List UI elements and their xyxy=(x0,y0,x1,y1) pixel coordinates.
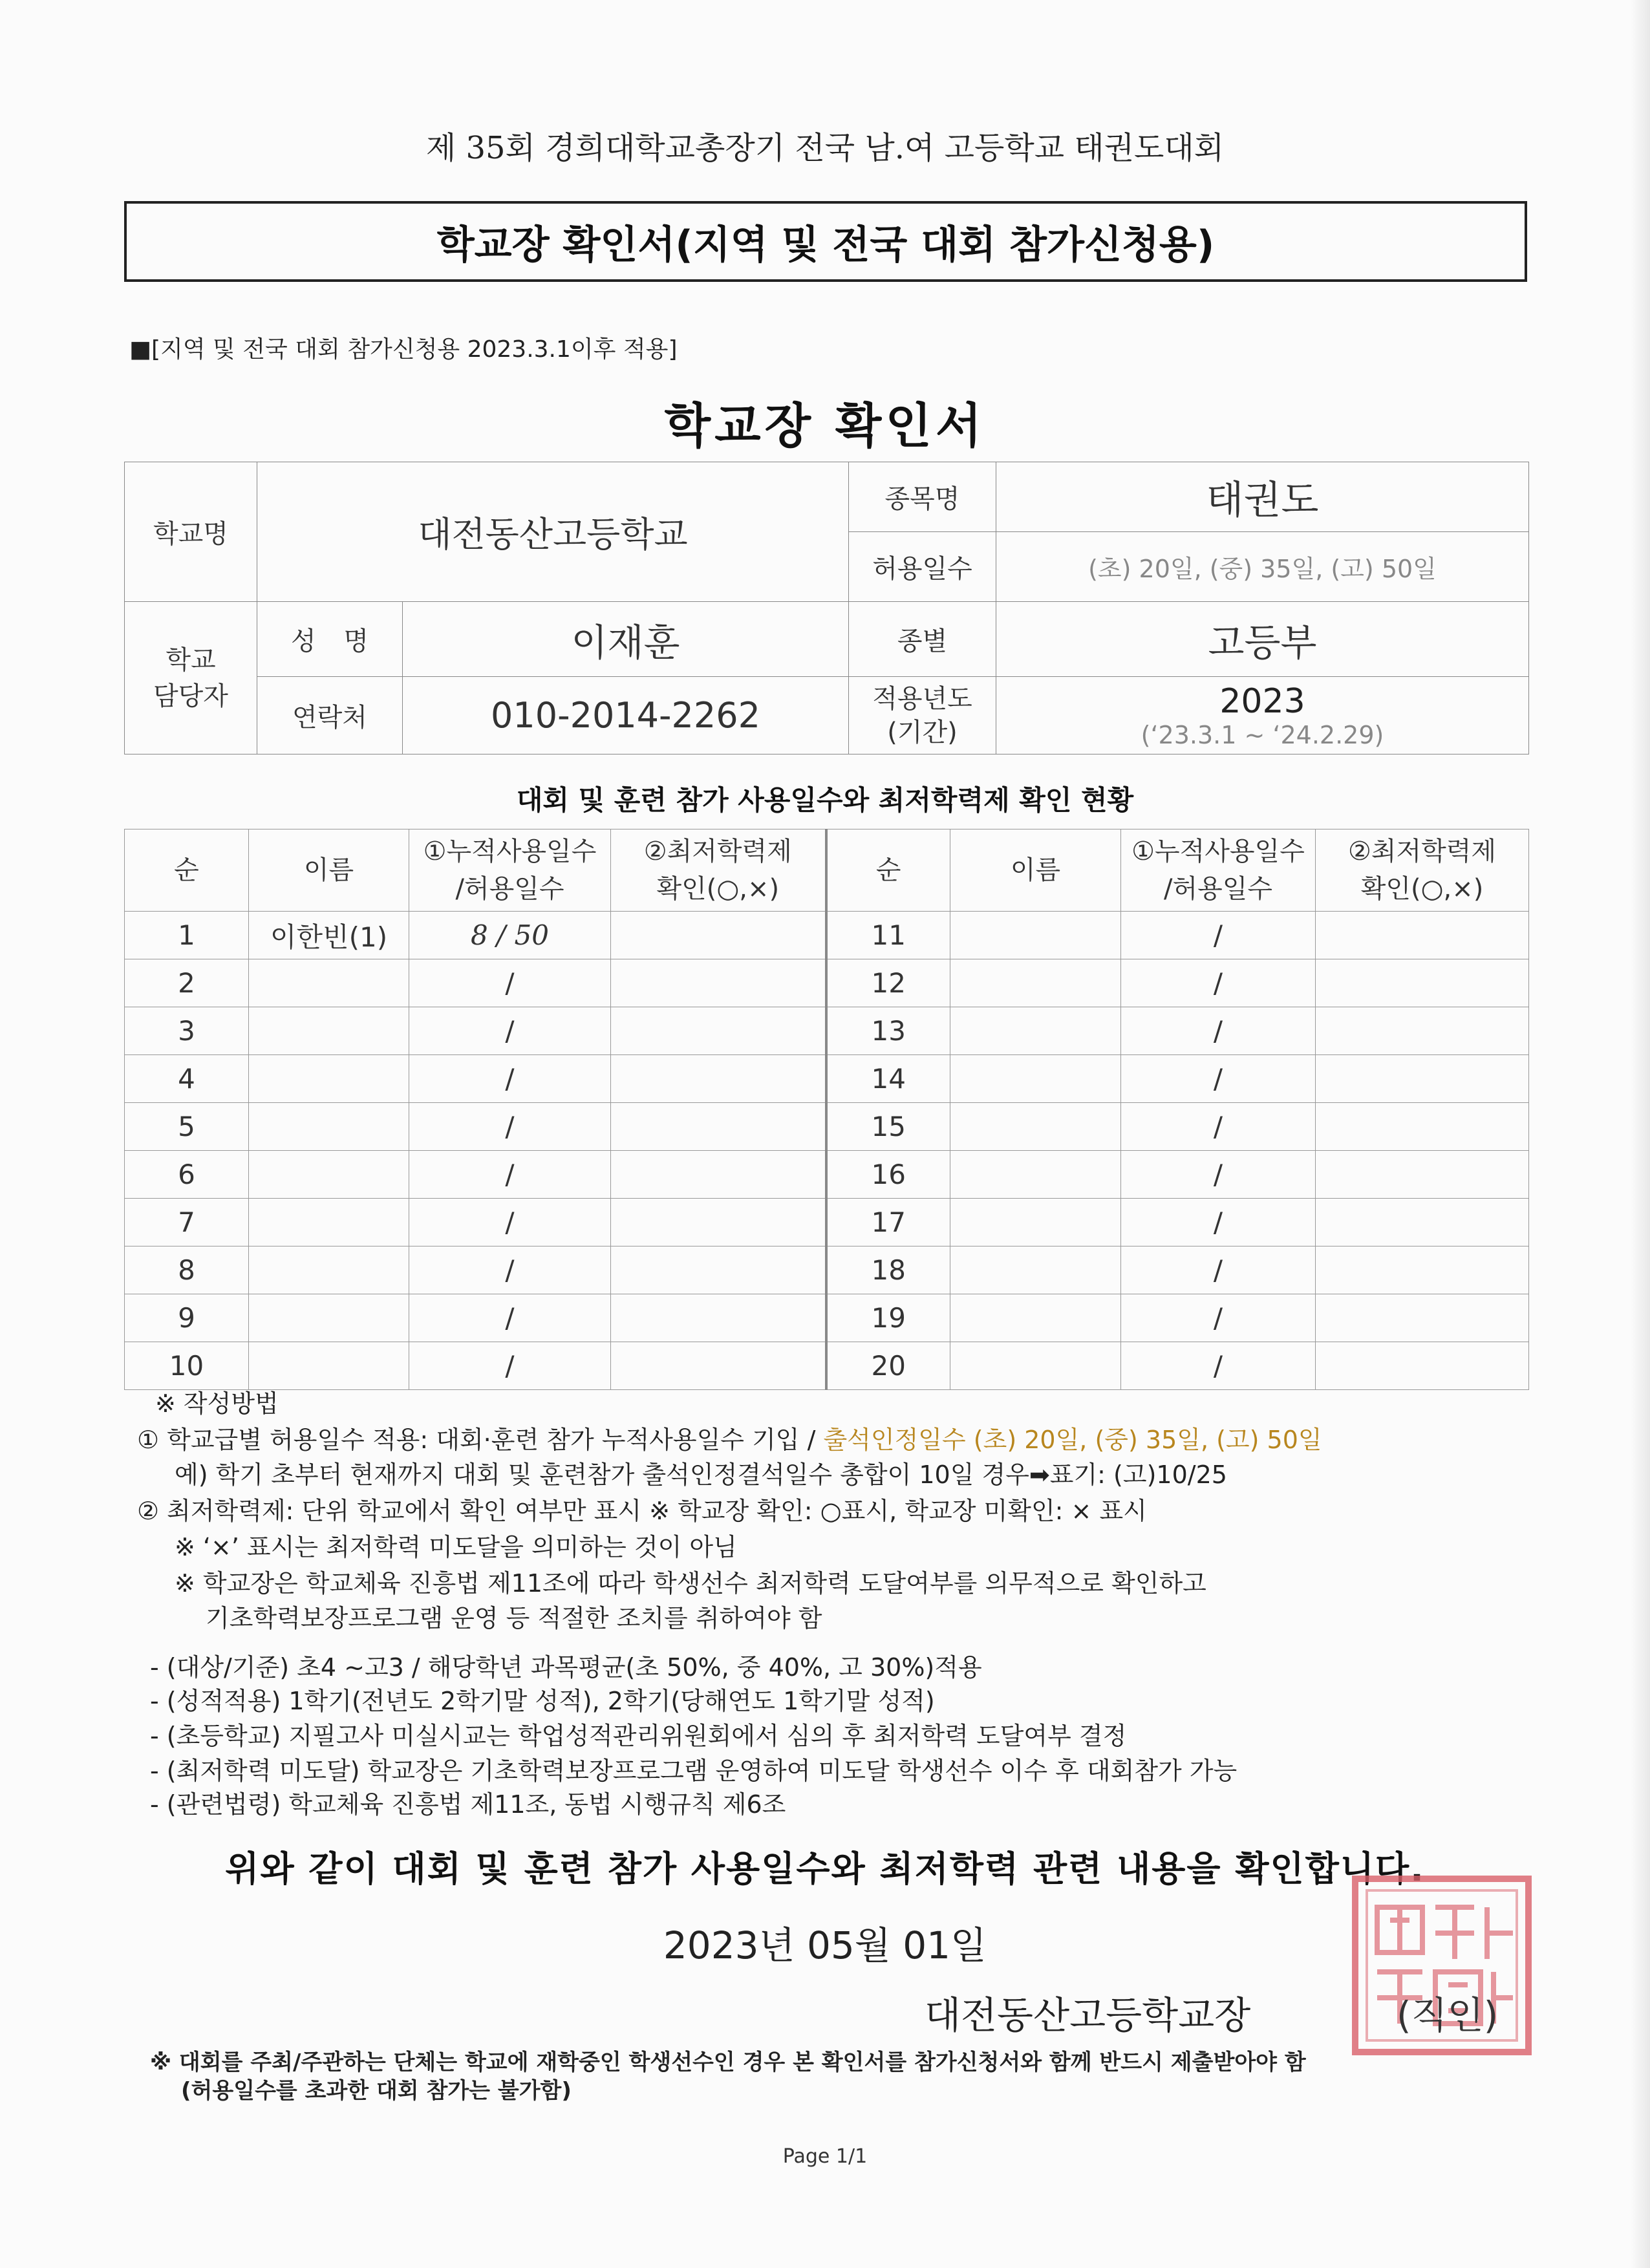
student-name-cell xyxy=(950,1294,1121,1342)
contact-label: 연락처 xyxy=(257,677,403,754)
attendance-days-text: 출석인정일수 (초) 20일, (중) 35일, (고) 50일 xyxy=(823,1426,1322,1454)
confirmation-statement: 위와 같이 대회 및 훈련 참가 사용일수와 최저학력 관련 내용을 확인합니다. xyxy=(225,1848,1425,1889)
instruction-line-1-text: ① 학교급별 허용일수 적용: 대회·훈련 참가 누적사용일수 기입 / xyxy=(137,1426,824,1454)
row-number-cell: 17 xyxy=(826,1199,950,1246)
student-name-cell xyxy=(950,1103,1121,1151)
row-number-cell: 16 xyxy=(826,1151,950,1199)
min-academic-check-cell xyxy=(611,1103,826,1151)
allowed-days-label: 허용일수 xyxy=(849,532,996,602)
name-value: 이재훈 xyxy=(403,602,849,677)
student-name-cell xyxy=(950,1151,1121,1199)
min-academic-check-cell xyxy=(1316,912,1529,959)
instruction-line-1 xyxy=(137,1420,1322,1455)
row-number-cell: 10 xyxy=(125,1342,249,1390)
table-row xyxy=(125,1055,1529,1103)
min-academic-check-cell xyxy=(1316,1007,1529,1055)
footer-note-1: ※ 대회를 주최/주관하는 단체는 학교에 재학중인 학생선수인 경우 본 확인서를 참가신청서와 함께 반드시 제출받아야 함 xyxy=(150,2049,1306,2075)
allowed-days-value: (초) 20일, (중) 35일, (고) 50일 xyxy=(996,532,1529,602)
min-academic-check-cell xyxy=(611,1151,826,1199)
col-check-header: ②최저학력제 확인(○,×) xyxy=(611,829,826,912)
min-academic-check-cell xyxy=(1316,1294,1529,1342)
row-number-cell: 6 xyxy=(125,1151,249,1199)
used-days-cell: / xyxy=(409,1342,611,1390)
form-title-box xyxy=(124,201,1527,282)
row-number-cell: 19 xyxy=(826,1294,950,1342)
min-academic-check-cell xyxy=(1316,1055,1529,1103)
event-title: 제 35회 경희대학교총장기 전국 남.여 고등학교 태권도대회 xyxy=(425,130,1225,166)
table-row xyxy=(125,959,1529,1007)
student-name-cell xyxy=(249,1294,409,1342)
used-days-cell: / xyxy=(1121,1294,1316,1342)
table-row xyxy=(125,912,1529,959)
min-academic-check-cell xyxy=(1316,1151,1529,1199)
year-cell xyxy=(996,677,1529,754)
min-academic-check-cell xyxy=(1316,1199,1529,1246)
instruction-line-3: ② 최저학력제: 단위 학교에서 확인 여부만 표시 ※ 학교장 확인: ○표시, 학교장 미확인: × 표시 xyxy=(137,1497,1147,1525)
used-days-cell: / xyxy=(1121,959,1316,1007)
student-name-cell xyxy=(950,959,1121,1007)
instruction-line-7: - (대상/기준) 초4 ~고3 / 해당학년 과목평균(초 50%, 중 40%, 고 30%)적용 xyxy=(150,1653,982,1682)
row-number-cell: 5 xyxy=(125,1103,249,1151)
used-days-cell: / xyxy=(1121,1199,1316,1246)
application-note: ■[지역 및 전국 대회 참가신청용 2023.3.1이후 적용] xyxy=(129,336,678,363)
col-name-header: 이름 xyxy=(249,829,409,912)
col-no-header: 순 xyxy=(125,829,249,912)
used-days-cell: / xyxy=(1121,912,1316,959)
school-name-label: 학교명 xyxy=(125,462,257,602)
used-days-cell: / xyxy=(1121,1246,1316,1294)
table-row xyxy=(125,1199,1529,1246)
school-info-table xyxy=(124,462,1529,754)
student-name-cell xyxy=(950,1246,1121,1294)
row-number-cell: 18 xyxy=(826,1246,950,1294)
footer-notes xyxy=(150,2048,1306,2105)
principal-signer: 대전동산고등학교장 xyxy=(925,1993,1251,2037)
min-academic-check-cell xyxy=(611,1294,826,1342)
used-days-cell: / xyxy=(409,1103,611,1151)
table-row xyxy=(125,1151,1529,1199)
min-academic-check-cell xyxy=(611,1199,826,1246)
row-number-cell: 11 xyxy=(826,912,950,959)
row-number-cell: 20 xyxy=(826,1342,950,1390)
min-academic-check-cell xyxy=(611,912,826,959)
student-name-cell xyxy=(950,1007,1121,1055)
student-name-cell xyxy=(249,1199,409,1246)
instruction-line-9: - (초등학교) 지필고사 미실시교는 학업성적관리위원회에서 심의 후 최저학력 도달여부 결정 xyxy=(150,1722,1127,1750)
row-number-cell: 14 xyxy=(826,1055,950,1103)
year-label: 적용년도 (기간) xyxy=(849,677,996,754)
page-number: Page 1/1 xyxy=(782,2145,868,2168)
row-number-cell: 13 xyxy=(826,1007,950,1055)
row-number-cell: 2 xyxy=(125,959,249,1007)
name-label: 성 명 xyxy=(257,602,403,677)
table-row xyxy=(125,1007,1529,1055)
seal-label: (직인) xyxy=(1397,1993,1499,2037)
manager-label: 학교 담당자 xyxy=(125,602,257,754)
category-label: 종별 xyxy=(849,602,996,677)
category-value: 고등부 xyxy=(996,602,1529,677)
footer-note-2: (허용일수를 초과한 대회 참가는 불가함) xyxy=(181,2078,572,2104)
row-number-cell: 3 xyxy=(125,1007,249,1055)
table-row xyxy=(125,1246,1529,1294)
table-row xyxy=(125,1342,1529,1390)
instruction-line-11: - (관련법령) 학교체육 진흥법 제11조, 동법 시행규칙 제6조 xyxy=(150,1790,786,1819)
instruction-line-6: 기초학력보장프로그램 운영 등 적절한 조치를 취하여야 함 xyxy=(206,1604,822,1632)
status-heading: 대회 및 훈련 참가 사용일수와 최저학력제 확인 현황 xyxy=(516,784,1134,816)
student-name-cell xyxy=(249,1007,409,1055)
min-academic-check-cell xyxy=(1316,959,1529,1007)
instruction-line-2: 예) 학기 초부터 현재까지 대회 및 훈련참가 출석인정결석일수 총합이 10일 경우➡표기: (고)10/25 xyxy=(175,1460,1227,1489)
min-academic-check-cell xyxy=(1316,1342,1529,1390)
status-header-row xyxy=(125,829,1529,912)
document-title: 학교장 확인서 xyxy=(664,398,986,454)
min-academic-check-cell xyxy=(611,1246,826,1294)
student-name-cell xyxy=(249,1103,409,1151)
instructions-title: ※ 작성방법 xyxy=(155,1389,279,1418)
table-row xyxy=(125,1294,1529,1342)
student-name-cell xyxy=(249,1342,409,1390)
confirmation-date: 2023년 05월 01일 xyxy=(663,1923,987,1967)
row-number-cell: 8 xyxy=(125,1246,249,1294)
used-days-cell: / xyxy=(409,1246,611,1294)
col-check-header: ②최저학력제 확인(○,×) xyxy=(1316,829,1529,912)
used-days-cell: / xyxy=(409,1294,611,1342)
sport-value: 태권도 xyxy=(996,462,1529,532)
form-title: 학교장 확인서(지역 및 전국 대회 참가신청용) xyxy=(436,222,1215,268)
min-academic-check-cell xyxy=(611,1055,826,1103)
instruction-line-8: - (성적적용) 1학기(전년도 2학기말 성적), 2학기(당해연도 1학기말 성적) xyxy=(150,1687,935,1715)
used-days-cell: / xyxy=(1121,1007,1316,1055)
student-name-cell xyxy=(950,1055,1121,1103)
used-days-cell: 8 / 50 xyxy=(409,912,611,959)
status-table xyxy=(124,829,1529,1390)
student-name-cell: 이한빈(1) xyxy=(249,912,409,959)
student-name-cell xyxy=(249,1246,409,1294)
used-days-cell: / xyxy=(409,1055,611,1103)
used-days-cell: / xyxy=(409,1199,611,1246)
student-name-cell xyxy=(950,1342,1121,1390)
used-days-cell: / xyxy=(1121,1055,1316,1103)
used-days-cell: / xyxy=(409,1007,611,1055)
row-number-cell: 15 xyxy=(826,1103,950,1151)
student-name-cell xyxy=(249,959,409,1007)
used-days-cell: / xyxy=(409,1151,611,1199)
instruction-line-5: ※ 학교장은 학교체육 진흥법 제11조에 따라 학생선수 최저학력 도달여부를 의무적으로 확인하고 xyxy=(175,1569,1206,1598)
col-days-header: ①누적사용일수 /허용일수 xyxy=(409,829,611,912)
col-no-header: 순 xyxy=(826,829,950,912)
used-days-cell: / xyxy=(1121,1103,1316,1151)
min-academic-check-cell xyxy=(611,1342,826,1390)
col-name-header: 이름 xyxy=(950,829,1121,912)
row-number-cell: 4 xyxy=(125,1055,249,1103)
row-number-cell: 12 xyxy=(826,959,950,1007)
school-name-value: 대전동산고등학교 xyxy=(257,462,849,602)
sport-label: 종목명 xyxy=(849,462,996,532)
min-academic-check-cell xyxy=(611,1007,826,1055)
instruction-line-4: ※ ‘×’ 표시는 최저학력 미도달을 의미하는 것이 아님 xyxy=(175,1533,737,1561)
contact-value: 010-2014-2262 xyxy=(403,677,849,754)
row-number-cell: 1 xyxy=(125,912,249,959)
student-name-cell xyxy=(249,1151,409,1199)
row-number-cell: 9 xyxy=(125,1294,249,1342)
instruction-line-10: - (최저학력 미도달) 학교장은 기초학력보장프로그램 운영하여 미도달 학생선수 이수 후 대회참가 가능 xyxy=(150,1757,1238,1785)
used-days-cell: / xyxy=(409,959,611,1007)
table-row xyxy=(125,1103,1529,1151)
used-days-cell: / xyxy=(1121,1151,1316,1199)
min-academic-check-cell xyxy=(1316,1246,1529,1294)
student-name-cell xyxy=(249,1055,409,1103)
min-academic-check-cell xyxy=(1316,1103,1529,1151)
student-name-cell xyxy=(950,1199,1121,1246)
row-number-cell: 7 xyxy=(125,1199,249,1246)
year-period: (‘23.3.1 ~ ‘24.2.29) xyxy=(1141,720,1384,749)
col-days-header: ①누적사용일수 /허용일수 xyxy=(1121,829,1316,912)
used-days-cell: / xyxy=(1121,1342,1316,1390)
student-name-cell xyxy=(950,912,1121,959)
min-academic-check-cell xyxy=(611,959,826,1007)
year-value: 2023 xyxy=(1219,681,1305,721)
